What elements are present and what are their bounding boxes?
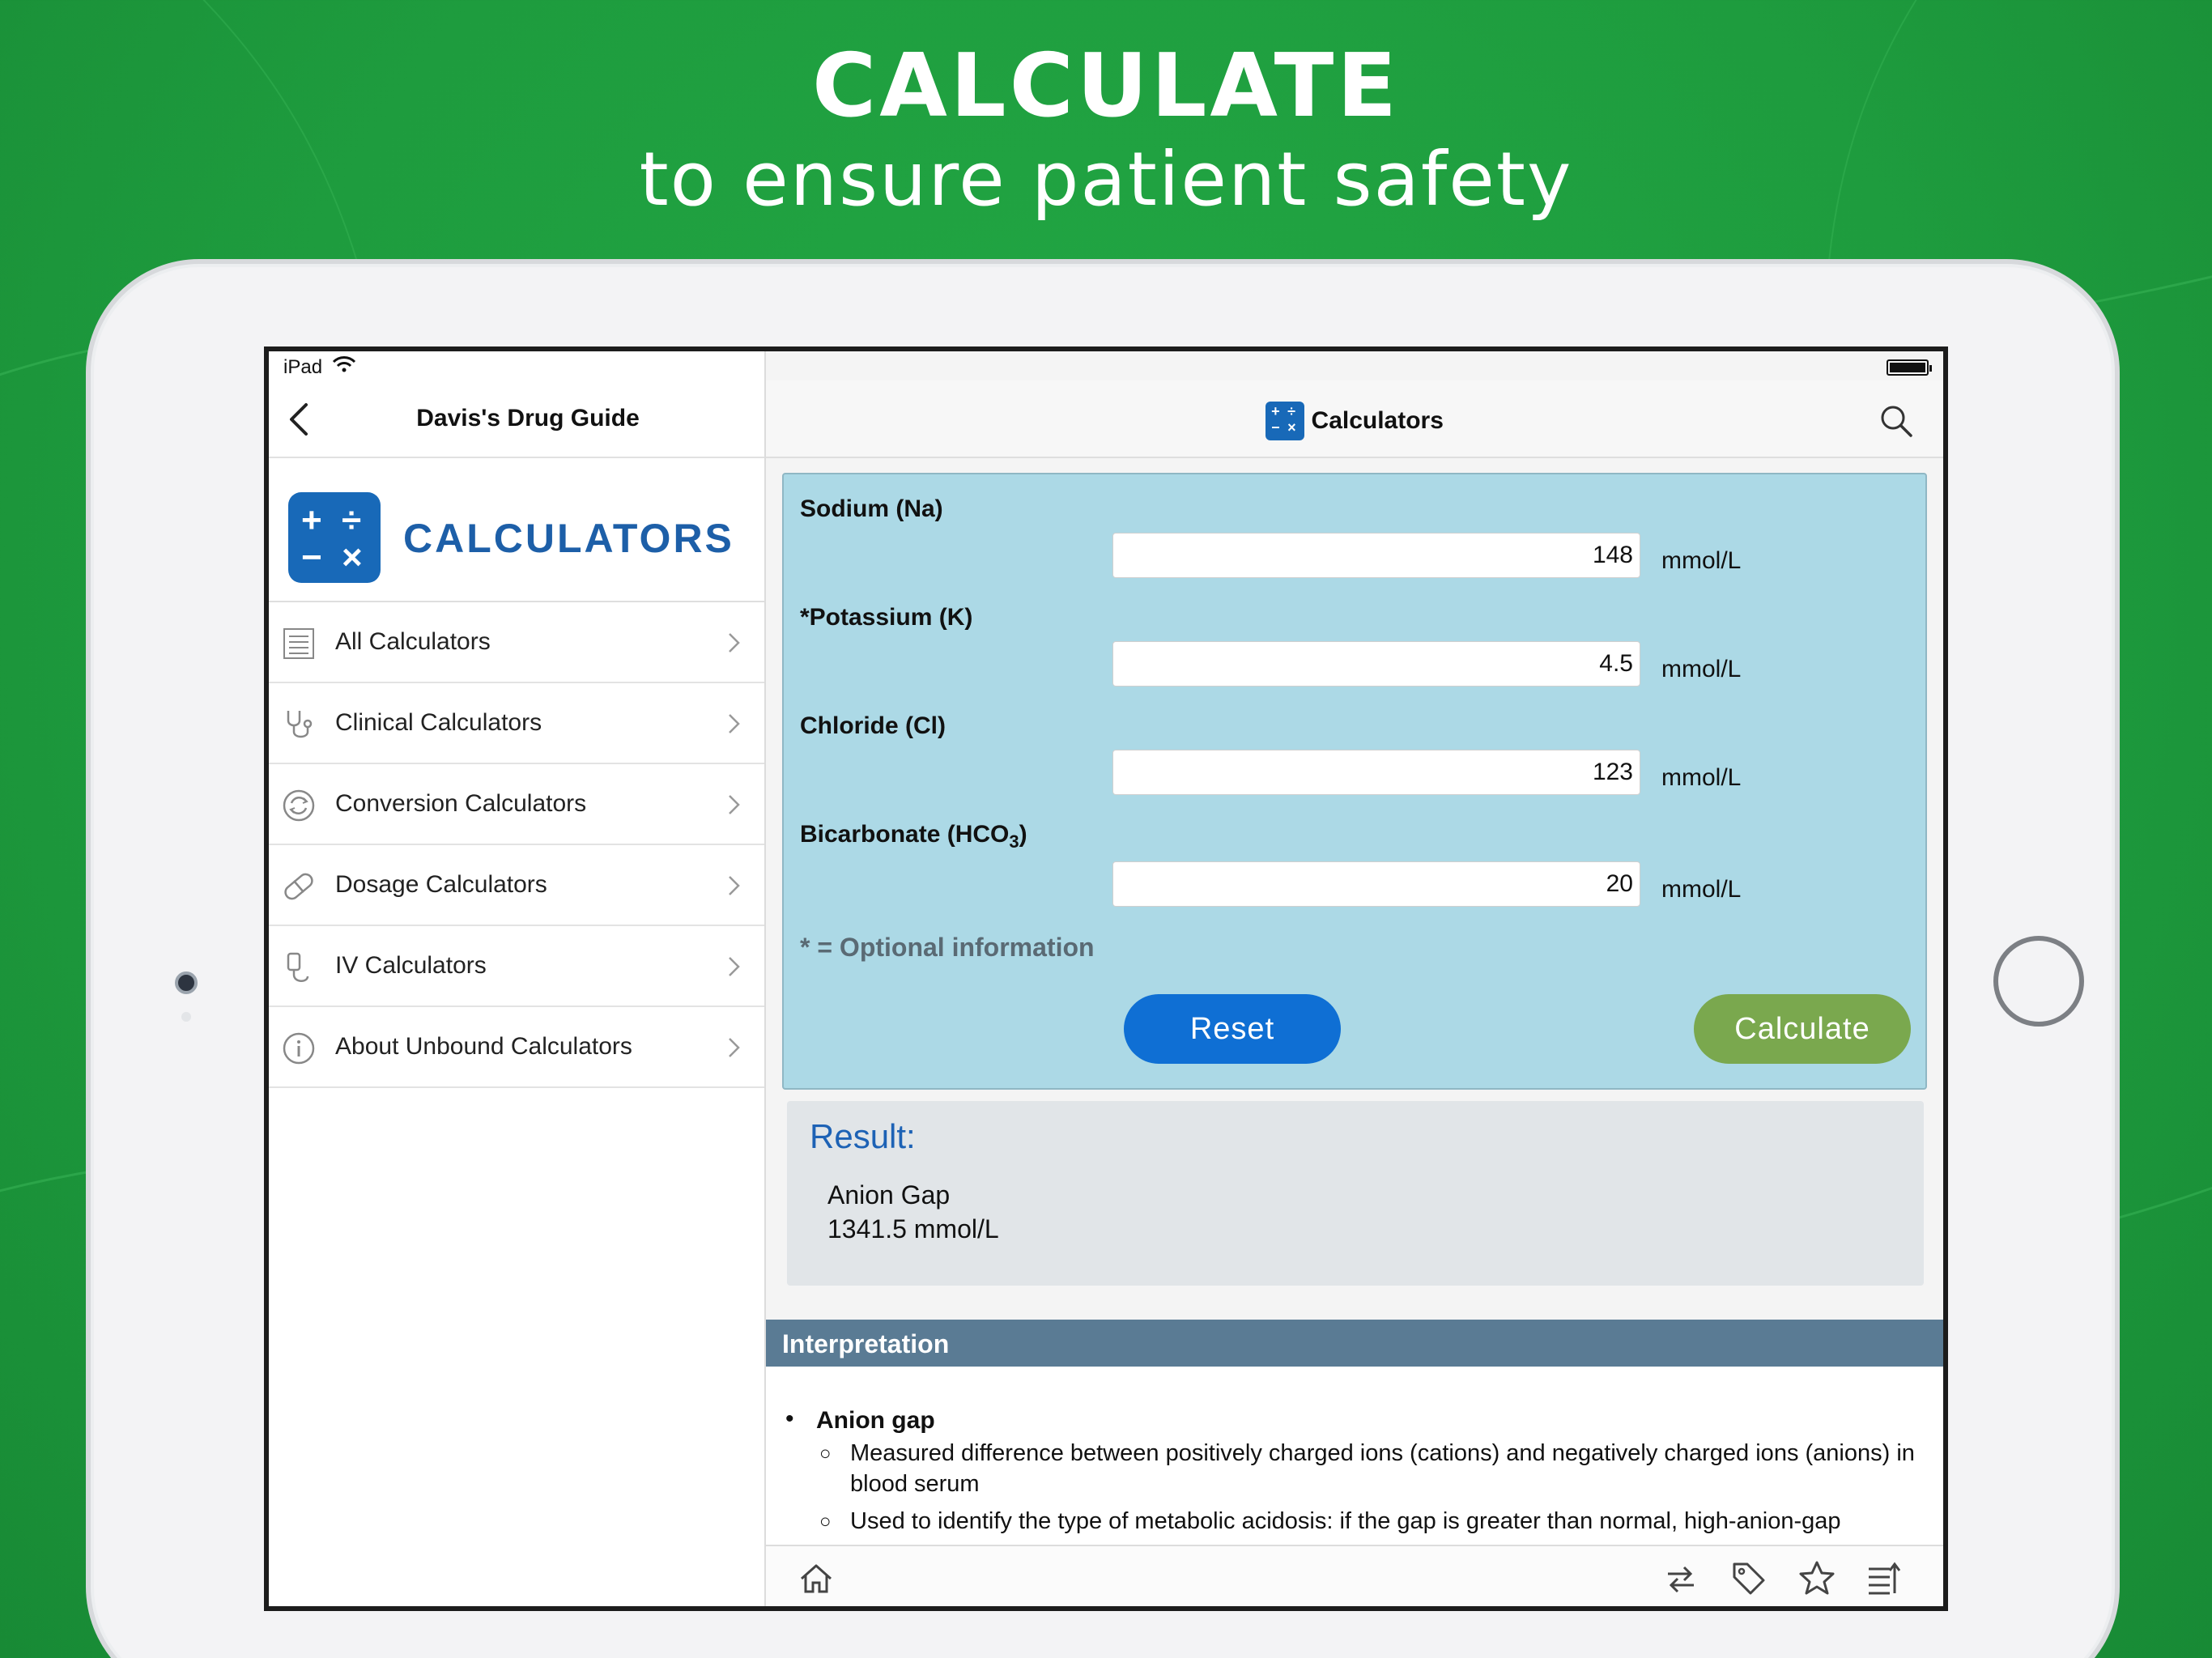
potassium-input[interactable] xyxy=(1112,641,1640,687)
bullet-dot: • xyxy=(785,1405,794,1432)
calculator-form xyxy=(782,473,1927,1090)
optional-note: * = Optional information xyxy=(800,933,1095,962)
chevron-right-icon xyxy=(727,631,742,654)
wifi-icon xyxy=(332,355,356,374)
headline-main: CALCULATE xyxy=(811,36,1401,137)
home-button[interactable] xyxy=(1993,936,2084,1027)
potassium-label: *Potassium (K) xyxy=(800,604,973,631)
sub-bullet-circle: ○ xyxy=(819,1511,832,1533)
main-content xyxy=(766,351,1943,1606)
calculate-button[interactable]: Calculate xyxy=(1694,994,1911,1064)
camera-icon xyxy=(175,971,198,994)
sensor-dot xyxy=(181,1012,191,1022)
calculator-menu xyxy=(269,602,764,1088)
menu-item-label: All Calculators xyxy=(335,628,491,655)
nav-title-group xyxy=(766,402,1943,440)
result-heading: Result: xyxy=(810,1117,916,1155)
device-name: iPad xyxy=(283,356,323,378)
menu-item-conversion-calculators[interactable] xyxy=(269,764,764,845)
brand-title: CALCULATORS xyxy=(403,516,734,561)
screen xyxy=(264,346,1948,1611)
sodium-unit: mmol/L xyxy=(1661,547,1742,574)
chevron-right-icon xyxy=(727,955,742,978)
battery-icon xyxy=(1887,359,1929,376)
sub-bullet-circle: ○ xyxy=(819,1443,832,1465)
sodium-label: Sodium (Na) xyxy=(800,495,943,522)
headline-sub: to ensure patient safety xyxy=(639,136,1573,223)
interpretation-header: Interpretation xyxy=(766,1320,1943,1367)
result-value: 1341.5 mmol/L xyxy=(827,1214,999,1244)
interpretation-item: Measured difference between positively charged ions (cations) and negatively charged ions (anions) in blood serum xyxy=(850,1440,1915,1497)
sidebar-title: Davis's Drug Guide xyxy=(416,405,640,432)
chloride-unit: mmol/L xyxy=(1661,764,1742,791)
result-name: Anion Gap xyxy=(827,1180,951,1209)
calculators-brand xyxy=(269,458,764,602)
chloride-input[interactable] xyxy=(1112,750,1640,795)
potassium-unit: mmol/L xyxy=(1661,656,1742,682)
bicarbonate-unit: mmol/L xyxy=(1661,876,1742,903)
menu-item-label: Conversion Calculators xyxy=(335,790,587,817)
interpretation-body xyxy=(766,1367,1943,1545)
menu-item-iv-calculators[interactable] xyxy=(269,926,764,1007)
chloride-label: Chloride (Cl) xyxy=(800,712,946,739)
reset-button[interactable]: Reset xyxy=(1124,994,1341,1064)
tag-icon[interactable] xyxy=(1729,1559,1768,1598)
sodium-input[interactable] xyxy=(1112,533,1640,578)
status-bar xyxy=(269,351,1943,380)
back-chevron-icon[interactable] xyxy=(283,400,316,439)
star-icon[interactable] xyxy=(1797,1559,1836,1598)
conversion-icon xyxy=(282,789,316,823)
calculator-logo-icon: + ÷ − × xyxy=(288,492,381,583)
swap-icon[interactable] xyxy=(1661,1559,1700,1598)
sidebar xyxy=(269,351,766,1606)
chevron-right-icon xyxy=(727,874,742,897)
chevron-right-icon xyxy=(727,1036,742,1059)
interpretation-bullet-title: Anion gap xyxy=(816,1407,935,1434)
chevron-right-icon xyxy=(727,793,742,816)
menu-item-all-calculators[interactable] xyxy=(269,602,764,683)
menu-item-label: Clinical Calculators xyxy=(335,709,542,736)
stethoscope-icon xyxy=(282,708,316,742)
sidebar-nav-bar xyxy=(269,380,764,458)
menu-item-clinical-calculators[interactable] xyxy=(269,683,764,764)
interpretation-item: Used to identify the type of metabolic acidosis: if the gap is greater than normal, high-anion-gap xyxy=(850,1508,1841,1534)
result-panel xyxy=(787,1101,1924,1286)
iv-bag-icon xyxy=(282,950,316,984)
notes-icon[interactable] xyxy=(1865,1559,1904,1598)
menu-item-label: About Unbound Calculators xyxy=(335,1033,632,1060)
main-nav-bar xyxy=(766,380,1943,458)
menu-item-label: IV Calculators xyxy=(335,952,487,979)
bottom-toolbar xyxy=(766,1545,1943,1606)
home-icon[interactable] xyxy=(797,1559,836,1598)
list-icon xyxy=(282,627,316,661)
search-icon[interactable] xyxy=(1878,403,1914,439)
info-icon xyxy=(282,1031,316,1065)
bicarbonate-label: Bicarbonate $(HCO_3)$ xyxy=(800,821,1027,852)
bicarbonate-input[interactable] xyxy=(1112,861,1640,907)
calculator-icon: + ÷ − × xyxy=(1266,402,1304,440)
menu-item-dosage-calculators[interactable] xyxy=(269,845,764,926)
pill-icon xyxy=(282,869,316,903)
page-title: Calculators xyxy=(1311,407,1444,434)
menu-item-about-unbound-calculators[interactable] xyxy=(269,1007,764,1088)
menu-item-label: Dosage Calculators xyxy=(335,871,547,898)
chevron-right-icon xyxy=(727,712,742,735)
